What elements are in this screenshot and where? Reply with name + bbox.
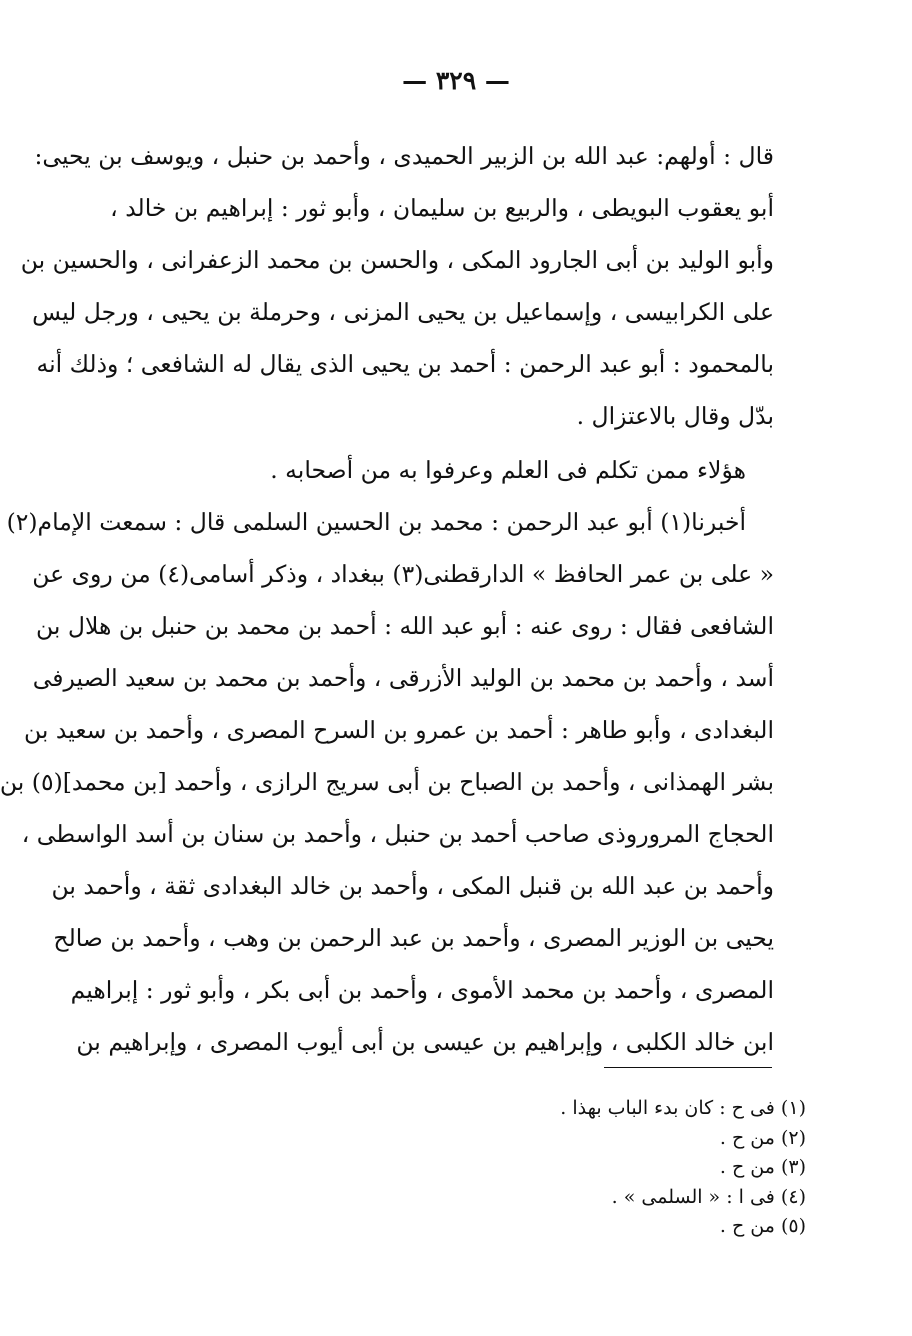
paragraph-narrators-list	[0, 496, 774, 1068]
paragraph-companions-list	[20, 130, 774, 442]
text-line: أخبرنا(١) أبو عبد الرحمن : محمد بن الحسين السلمى قال : سمعت الإمام(٢)	[6, 508, 746, 536]
text-line: هؤلاء ممن تكلم فى العلم وعرفوا به من أصحابه .	[270, 456, 746, 484]
footnote-3: (٣) من ح .	[719, 1156, 806, 1178]
text-line: قال : أولهم: عبد الله بن الزبير الحميدى ، وأحمد بن حنبل ، ويوسف بن يحيى:	[34, 142, 774, 170]
footnote-1: (١) فى ح : كان بدء الباب بهذا .	[560, 1097, 806, 1119]
text-line: « على بن عمر الحافظ » الدارقطنى(٣) ببغداد ، وذكر أسامى(٤) من روى عن	[32, 560, 774, 588]
text-line: أسد ، وأحمد بن محمد بن الوليد الأزرقى ، وأحمد بن محمد بن سعيد الصيرفى	[32, 664, 774, 692]
text-line: المصرى ، وأحمد بن محمد الأموى ، وأحمد بن أبى بكر ، وأبو ثور : إبراهيم	[70, 976, 774, 1004]
text-line: على الكرابيسى ، وإسماعيل بن يحيى المزنى ، وحرملة بن يحيى ، ورجل ليس	[32, 298, 774, 326]
text-line: الشافعى فقال : روى عنه : أبو عبد الله : أحمد بن محمد بن حنبل بن هلال بن	[36, 612, 774, 640]
text-line: البغدادى ، وأبو طاهر : أحمد بن عمرو بن السرح المصرى ، وأحمد بن سعيد بن	[24, 716, 774, 744]
text-line: بشر الهمذانى ، وأحمد بن الصباح بن أبى سريج الرازى ، وأحمد [بن محمد](٥) بن	[0, 768, 774, 796]
page-number: — ٣٢٩ —	[402, 66, 510, 95]
text-line: وأحمد بن عبد الله بن قنبل المكى ، وأحمد بن خالد البغدادى ثقة ، وأحمد بن	[51, 872, 774, 900]
text-line: ابن خالد الكلبى ، وإبراهيم بن عيسى بن أبى أيوب المصرى ، وإبراهيم بن	[76, 1028, 774, 1056]
paragraph-summary	[134, 444, 774, 496]
footnote-4: (٤) فى ا : « السلمى » .	[611, 1185, 806, 1208]
text-line: أبو يعقوب البويطى ، والربيع بن سليمان ، وأبو ثور : إبراهيم بن خالد ،	[110, 194, 774, 222]
footnote-5: (٥) من ح .	[719, 1215, 806, 1237]
text-line: وأبو الوليد بن أبى الجارود المكى ، والحسن بن محمد الزعفرانى ، والحسين بن	[20, 246, 774, 274]
footnote-2: (٢) من ح .	[719, 1126, 806, 1149]
text-line: بالمحمود : أبو عبد الرحمن : أحمد بن يحيى الذى يقال له الشافعى ؛ وذلك أنه	[36, 350, 774, 378]
footnote-divider	[604, 1067, 772, 1068]
text-line: الحجاج المروروذى صاحب أحمد بن حنبل ، وأحمد بن سنان بن أسد الواسطى ،	[21, 820, 774, 848]
text-line: يحيى بن الوزير المصرى ، وأحمد بن عبد الرحمن بن وهب ، وأحمد بن صالح	[53, 924, 774, 952]
footnotes	[420, 1094, 806, 1242]
text-line: بدّل وقال بالاعتزال .	[576, 402, 774, 430]
